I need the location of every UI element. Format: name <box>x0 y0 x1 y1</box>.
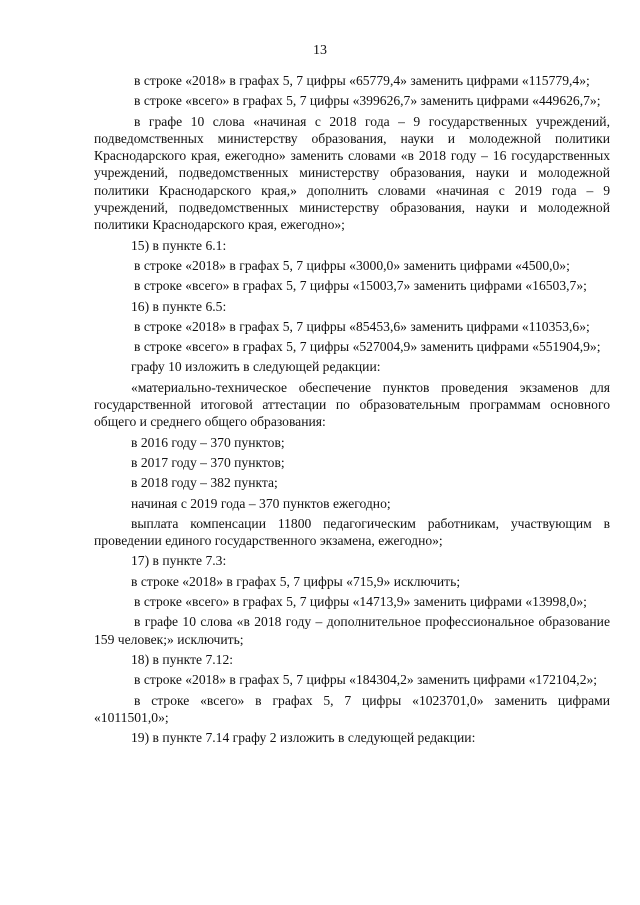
paragraph: в строке «всего» в графах 5, 7 цифры «15003,7» заменить цифрами «16503,7»; <box>134 278 587 294</box>
paragraph: 16) в пункте 6.5: <box>131 298 227 314</box>
page-number: 13 <box>313 43 327 58</box>
paragraph: в строке «2018» в графах 5, 7 цифры «65779,4» заменить цифрами «115779,4»; <box>134 73 590 88</box>
paragraph: графу 10 изложить в следующей редакции: <box>131 359 381 375</box>
paragraph: 17) в пункте 7.3: <box>131 553 227 569</box>
paragraph: в 2016 году – 370 пунктов; <box>131 434 285 450</box>
paragraph: 19) в пункте 7.14 графу 2 изложить в следующей редакции: <box>131 730 476 746</box>
paragraph: в строке «всего» в графах 5, 7 цифры «399626,7» заменить цифрами «449626,7»; <box>134 93 601 109</box>
paragraph: в строке «всего» в графах 5, 7 цифры «14713,9» заменить цифрами «13998,0»; <box>134 594 587 610</box>
paragraph: в строке «всего» в графах 5, 7 цифры «1023701,0» заменить цифрами «1011501,0»; <box>94 692 610 725</box>
paragraph: «материально-техническое обеспечение пунктов проведения экзаменов для государственной итоговой аттестации по образовательным программам основного общего и среднего общего образования: <box>94 379 610 430</box>
document-body <box>94 72 610 749</box>
paragraph: 18) в пункте 7.12: <box>131 651 234 667</box>
paragraph: в графе 10 слова «в 2018 году – дополнительное профессиональное образование 159 человек;» исключить; <box>94 614 610 647</box>
paragraph: в строке «всего» в графах 5, 7 цифры «527004,9» заменить цифрами «551904,9»; <box>134 339 601 355</box>
paragraph: в строке «2018» в графах 5, 7 цифры «184304,2» заменить цифрами «172104,2»; <box>134 672 598 688</box>
paragraph: в строке «2018» в графах 5, 7 цифры «715,9» исключить; <box>131 573 461 589</box>
paragraph: в строке «2018» в графах 5, 7 цифры «85453,6» заменить цифрами «110353,6»; <box>134 318 590 334</box>
paragraph: в 2017 году – 370 пунктов; <box>131 454 285 470</box>
paragraph: в 2018 году – 382 пункта; <box>131 475 278 491</box>
paragraph: в строке «2018» в графах 5, 7 цифры «3000,0» заменить цифрами «4500,0»; <box>134 257 570 273</box>
paragraph: в графе 10 слова «начиная с 2018 года – 9 государственных учреждений, подведомственных министерству образования, науки и молодежной политики Краснодарского края, ежегодно» заменить словами «в 2018 году – 16 государственных учреждений, подведомственных министерству образования, науки и молодежной политики Краснодарского края,» дополнить словами «начиная с 2019 года – 9 учреждений, подведомственных министерству образования, науки и молодежной политики Краснодарского края, ежегодно»; <box>94 113 610 233</box>
paragraph: выплата компенсации 11800 педагогическим работникам, участвующим в проведении единого государственного экзамена, ежегодно»; <box>94 515 610 549</box>
paragraph: 15) в пункте 6.1: <box>131 237 227 253</box>
paragraph: начиная с 2019 года – 370 пунктов ежегодно; <box>131 495 391 511</box>
